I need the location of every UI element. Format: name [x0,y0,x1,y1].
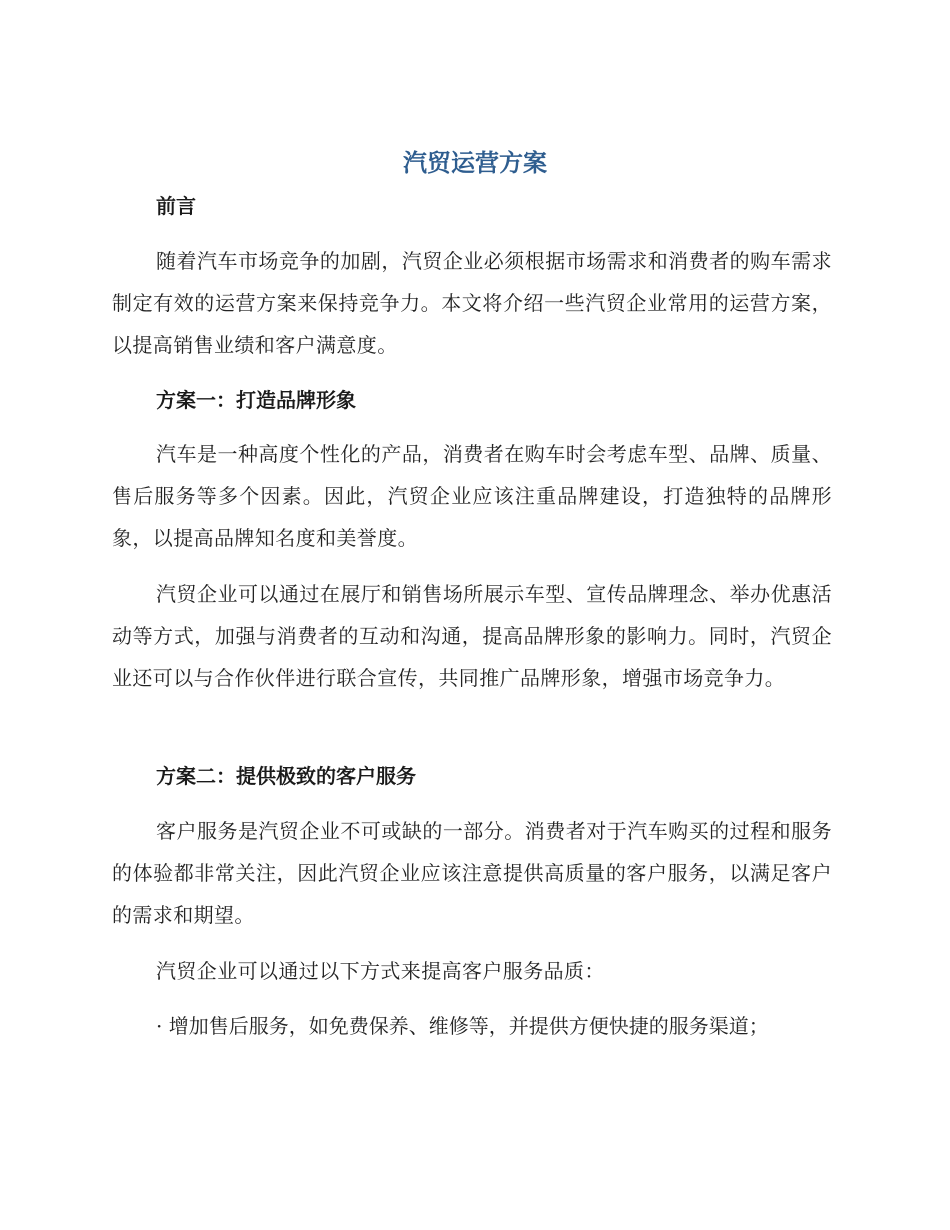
paragraph-plan1-1: 汽车是一种高度个性化的产品，消费者在购车时会考虑车型、品牌、质量、售后服务等多个因素。因此，汽贸企业应该注重品牌建设，打造独特的品牌形象，以提高品牌知名度和美誉度。 [112,442,832,550]
section-heading-plan1: 方案一：打造品牌形象 [156,388,356,412]
document-title: 汽贸运营方案 [403,149,547,177]
paragraph-preface: 随着汽车市场竞争的加剧，汽贸企业必须根据市场需求和消费者的购车需求制定有效的运营方案来保持竞争力。本文将介绍一些汽贸企业常用的运营方案，以提高销售业绩和客户满意度。 [112,249,832,357]
section-heading-plan2: 方案二：提供极致的客户服务 [156,764,416,788]
paragraph-plan1-2: 汽贸企业可以通过在展厅和销售场所展示车型、宣传品牌理念、举办优惠活动等方式，加强与消费者的互动和沟通，提高品牌形象的影响力。同时，汽贸企业还可以与合作伙伴进行联合宣传，共同推广品牌形象，增强市场竞争力。 [112,582,832,690]
list-item: · 增加售后服务，如免费保养、维修等，并提供方便快捷的服务渠道； [156,1014,769,1038]
paragraph-plan2-2: 汽贸企业可以通过以下方式来提高客户服务品质： [156,959,605,983]
paragraph-plan2-1: 客户服务是汽贸企业不可或缺的一部分。消费者对于汽车购买的过程和服务的体验都非常关注，因此汽贸企业应该注意提供高质量的客户服务，以满足客户的需求和期望。 [112,819,832,927]
section-heading-preface: 前言 [156,194,196,218]
